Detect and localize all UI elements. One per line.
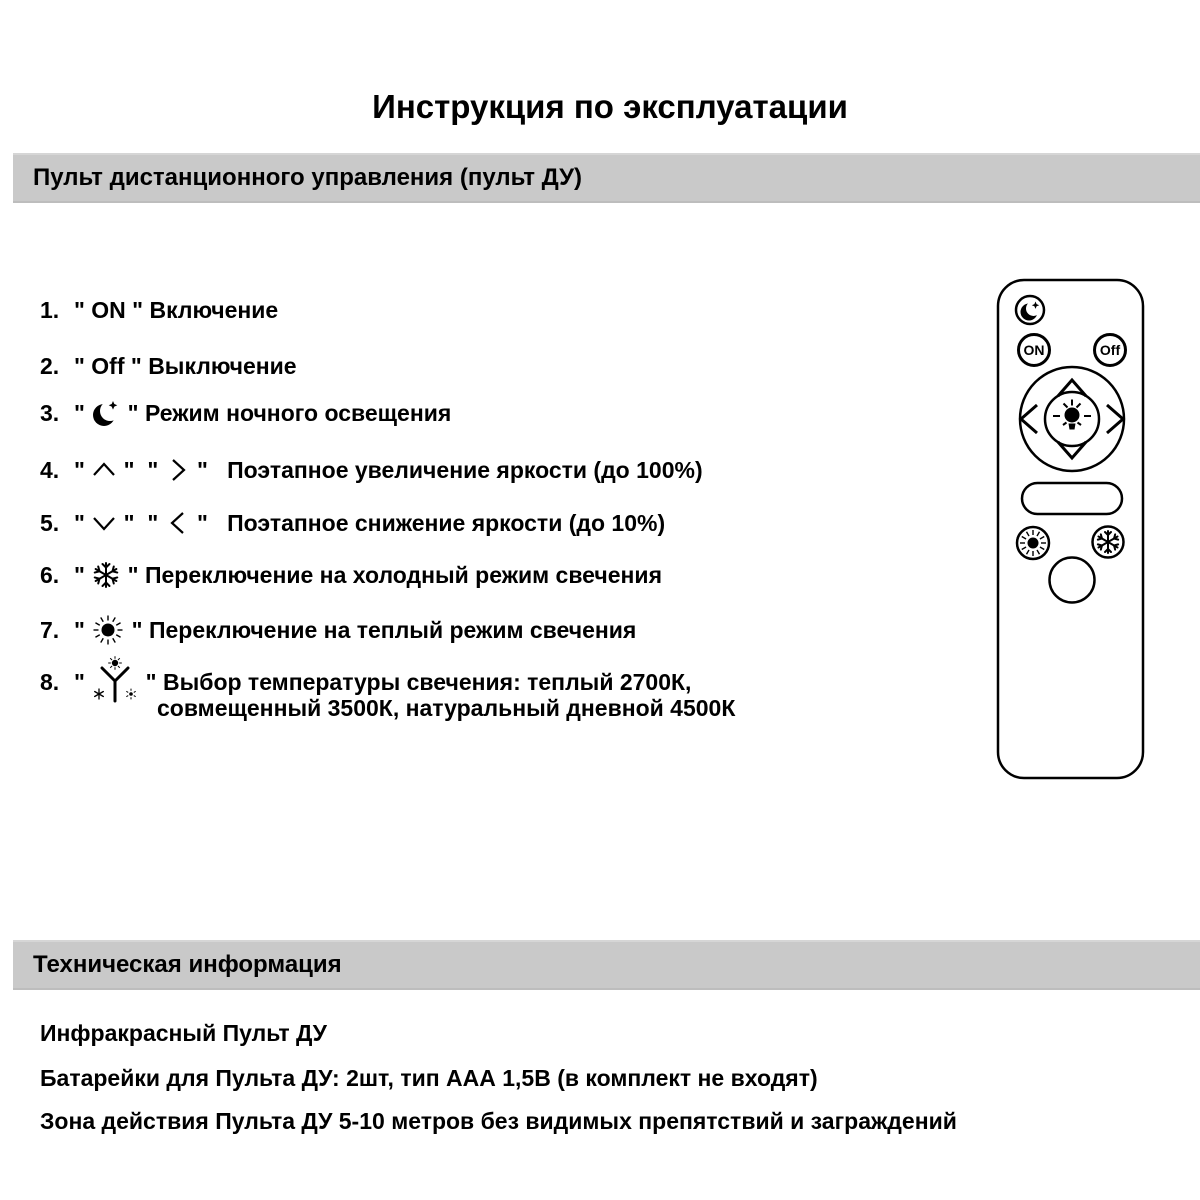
item-number: 3. [40,399,60,426]
item-number: 4. [40,456,60,483]
tech-section-header-label: Техническая информация [33,951,342,978]
instruction-item [40,387,451,439]
item-text: " [74,509,92,536]
sun-icon [91,613,125,647]
tech-info-line: Зона действия Пульта ДУ 5-10 метров без видимых препятствий и заграждений [40,1108,957,1134]
instruction-item-continuation: совмещенный 3500К, натуральный дневной 4500К [157,695,736,721]
chevron-left-icon [165,510,191,536]
instruction-item [40,497,665,549]
instruction-item [40,444,703,496]
item-number: 6. [40,561,60,588]
item-number: 2. [40,352,60,379]
item-text: " [74,456,92,483]
snowflake-icon [91,560,121,590]
item-text: " " [117,456,165,483]
instruction-item [40,549,662,601]
item-text: " Поэтапное снижение яркости (до 10%) [190,509,666,536]
item-text: " Переключение на теплый режим свечения [125,616,637,643]
instruction-item [40,284,278,336]
chevron-up-icon [91,457,117,483]
tech-section-header [13,940,1200,990]
tech-info-line: Батарейки для Пульта ДУ: 2шт, тип ААА 1,5В (в комплект не входят) [40,1065,818,1091]
remote-section-header-label: Пульт дистанционного управления (пульт ДУ) [33,164,582,191]
item-text: " ON " Включение [74,296,279,323]
item-number: 1. [40,296,60,323]
item-text: " [74,561,92,588]
instruction-item [40,604,636,656]
tech-info-line: Инфракрасный Пульт ДУ [40,1020,327,1046]
off-button-label: Off [1099,342,1121,358]
item-text: " " [117,509,165,536]
item-text: " [74,399,92,426]
item-text: " Переключение на холодный режим свечения [121,561,662,588]
remote-warm-mode-button [1017,527,1049,559]
item-number: 5. [40,509,60,536]
on-button-label: ON [1023,342,1045,358]
item-text: " Поэтапное увеличение яркости (до 100%) [190,456,703,483]
page-title: Инструкция по эксплуатации [372,88,848,126]
item-text: " Выбор температуры свечения: теплый 2700К, [139,668,692,695]
item-number: 8. [40,668,60,695]
remote-control-illustration [985,273,1155,793]
item-text: " Off " Выключение [74,352,297,379]
item-text: " [74,668,92,695]
item-text: " [74,616,92,643]
moon-icon [91,398,121,428]
chevron-down-icon [91,510,117,536]
temp-select-icon [91,655,139,709]
item-text: " Режим ночного освещения [121,399,452,426]
item-number: 7. [40,616,60,643]
chevron-right-icon [165,457,191,483]
instruction-item [40,340,297,392]
